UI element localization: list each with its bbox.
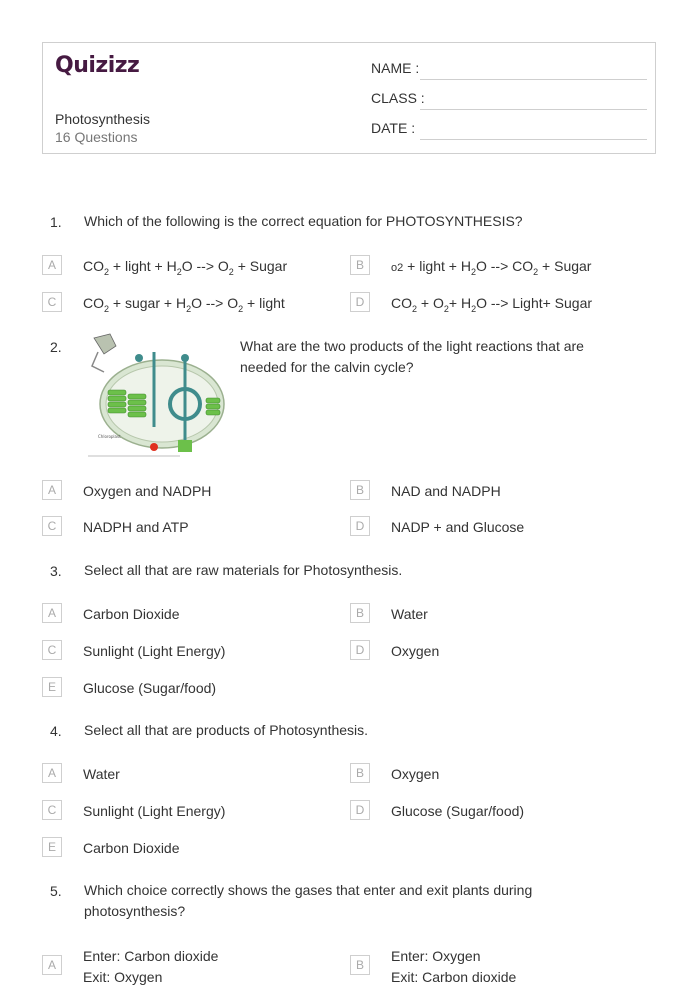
option-text: Carbon Dioxide <box>83 840 180 856</box>
option-text <box>83 946 218 988</box>
name-field[interactable] <box>371 60 647 80</box>
option-text: Oxygen and NADPH <box>83 483 212 499</box>
option-letter: D <box>350 292 370 312</box>
option-text: o2 + light + $H_2O$ --> $CO_2$ + Sugar <box>391 258 592 277</box>
question-number: 5. <box>50 883 62 899</box>
question-number: 2. <box>50 339 62 355</box>
option-letter: D <box>350 640 370 660</box>
question-number: 1. <box>50 214 62 230</box>
question-text: Which choice correctly shows the gases that enter and exit plants during photosynthesis? <box>84 882 533 919</box>
option-letter: A <box>42 480 62 500</box>
worksheet-title: Photosynthesis <box>55 111 150 127</box>
question-text: Select all that are products of Photosynthesis. <box>84 722 369 738</box>
option-text: Glucose (Sugar/food) <box>83 680 217 696</box>
option-letter: B <box>350 255 370 275</box>
option-text: NADP + and Glucose <box>391 519 525 535</box>
option-letter: C <box>42 516 62 536</box>
option-letter: A <box>42 763 62 783</box>
date-field[interactable] <box>371 120 647 140</box>
option-letter: C <box>42 292 62 312</box>
question-text: Select all that are raw materials for Photosynthesis. <box>84 562 403 578</box>
option-text: Carbon Dioxide <box>83 606 180 622</box>
worksheet-header <box>42 42 656 154</box>
option-letter: E <box>42 677 62 697</box>
option-line-1: Enter: Carbon dioxide <box>83 948 219 964</box>
option-text: NADPH and ATP <box>83 519 189 535</box>
option-text: Sunlight (Light Energy) <box>83 643 226 659</box>
name-line <box>420 79 647 80</box>
option-line-1: Enter: Oxygen <box>391 948 481 964</box>
option-letter: E <box>42 837 62 857</box>
class-field[interactable] <box>371 90 647 110</box>
option-text: Glucose (Sugar/food) <box>391 803 525 819</box>
option-letter: B <box>350 763 370 783</box>
option-letter: D <box>350 516 370 536</box>
option-letter: C <box>42 800 62 820</box>
option-letter: A <box>42 955 62 975</box>
class-label: CLASS : <box>371 90 425 106</box>
question-number: 4. <box>50 723 62 739</box>
option-text <box>391 946 516 988</box>
chloroplast-diagram-icon <box>84 332 230 458</box>
svg-text:Chloroplast: Chloroplast <box>98 434 121 439</box>
date-line <box>420 139 647 140</box>
date-label: DATE : <box>371 120 416 136</box>
option-text: Water <box>83 766 120 782</box>
option-letter: C <box>42 640 62 660</box>
option-text: $CO_2 + O_2+ H_2O$ --> Light+ Sugar <box>391 295 593 314</box>
question-count: 16 Questions <box>55 129 138 145</box>
option-letter: B <box>350 603 370 623</box>
option-text: Sunlight (Light Energy) <box>83 803 226 819</box>
option-letter: B <box>350 955 370 975</box>
option-text: Oxygen <box>391 766 440 782</box>
name-label: NAME : <box>371 60 420 76</box>
option-line-2: Exit: Oxygen <box>83 969 163 985</box>
option-text: $CO_2$ + sugar + $H_2O$ --> $O_2$ + light <box>83 295 285 314</box>
option-letter: B <box>350 480 370 500</box>
option-text: Oxygen <box>391 643 440 659</box>
option-text: $CO_2$ + light + $H_2O$ --> $O_2$ + Sugar <box>83 258 288 277</box>
quizizz-logo: Quizizz <box>55 53 140 78</box>
option-text: NAD and NADPH <box>391 483 501 499</box>
question-text: What are the two products of the light reactions that are needed for the calvin cycle? <box>240 338 584 375</box>
option-letter: A <box>42 255 62 275</box>
option-line-2: Exit: Carbon dioxide <box>391 969 517 985</box>
question-text: Which of the following is the correct equation for PHOTOSYNTHESIS? <box>84 213 523 229</box>
class-line <box>420 109 647 110</box>
option-text: Water <box>391 606 428 622</box>
question-number: 3. <box>50 563 62 579</box>
option-letter: A <box>42 603 62 623</box>
option-letter: D <box>350 800 370 820</box>
